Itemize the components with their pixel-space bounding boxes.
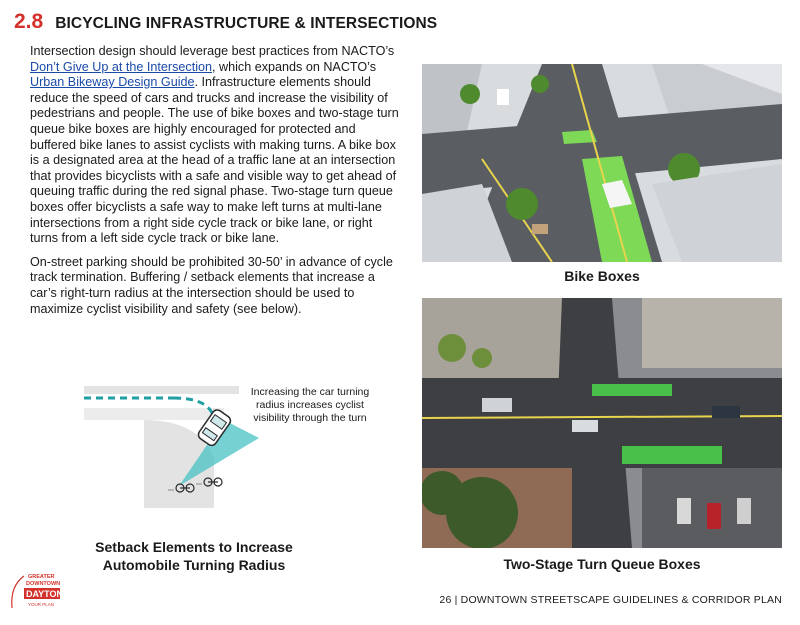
document-title: DOWNTOWN STREETSCAPE GUIDELINES & CORRIDOR PLAN (460, 594, 782, 606)
section-title: BICYCLING INFRASTRUCTURE & INTERSECTIONS (55, 15, 438, 32)
setback-caption-line-1: Setback Elements to Increase (95, 539, 293, 555)
link-dont-give-up[interactable]: Don’t Give Up at the Intersection (30, 59, 213, 74)
bike-boxes-caption: Bike Boxes (564, 268, 640, 284)
body-text (30, 44, 402, 325)
logo-line-1: GREATER (28, 574, 55, 580)
two-stage-turn-caption: Two-Stage Turn Queue Boxes (503, 556, 701, 572)
paragraph-1-part-3: . Infrastructure elements should reduce the speed of cars and trucks and increase the visibility of pedestrians and people. The use of bike boxes and two-stage turn queue bike boxes are highly encouraged for protected and buffered bike lanes to assist cyclists with making turns. A bike box is a designated area at the head of a traffic lane at an intersection that provides bicyclists with a safe and visible way to get ahead of queuing traffic during the red signal phase. Two-stage turn queue boxes offer bicyclists a safe way to make left turns at multi-lane intersections from a right side cycle track or bike lane, or right turns from a left side cycle track or bike lane. (30, 75, 399, 246)
logo-line-2: DOWNTOWN (26, 581, 61, 587)
section-number: 2.8 (14, 10, 44, 33)
two-stage-turn-image (422, 298, 782, 548)
logo-line-4: YOUR PLAN (28, 602, 55, 607)
setback-caption-line-2: Automobile Turning Radius (102, 557, 286, 573)
bike-boxes-image (422, 64, 782, 262)
paragraph-2: On-street parking should be prohibited 30-50’ in advance of cycle track termination. Buffering / setback elements that increase a car’s right-turn radius at the intersection should be used to maximize cyclist visibility and safety (see below). (30, 254, 393, 316)
logo-line-3: DAYTON (26, 589, 64, 599)
link-urban-bikeway-guide[interactable]: Urban Bikeway Design Guide (30, 75, 195, 90)
greater-downtown-dayton-logo (6, 568, 78, 625)
page-footer (439, 594, 782, 606)
diagram-note: Increasing the car turning radius increases cyclist visibility through the turn (250, 386, 370, 424)
page-number: 26 | (439, 594, 458, 606)
section-header (14, 10, 437, 34)
paragraph-1 (30, 44, 402, 247)
paragraph-1-part-2: , which expands on NACTO’s (212, 59, 377, 74)
setback-diagram-caption (60, 538, 328, 574)
paragraph-1-part-1: Intersection design should leverage best practices from NACTO’s (30, 44, 395, 58)
